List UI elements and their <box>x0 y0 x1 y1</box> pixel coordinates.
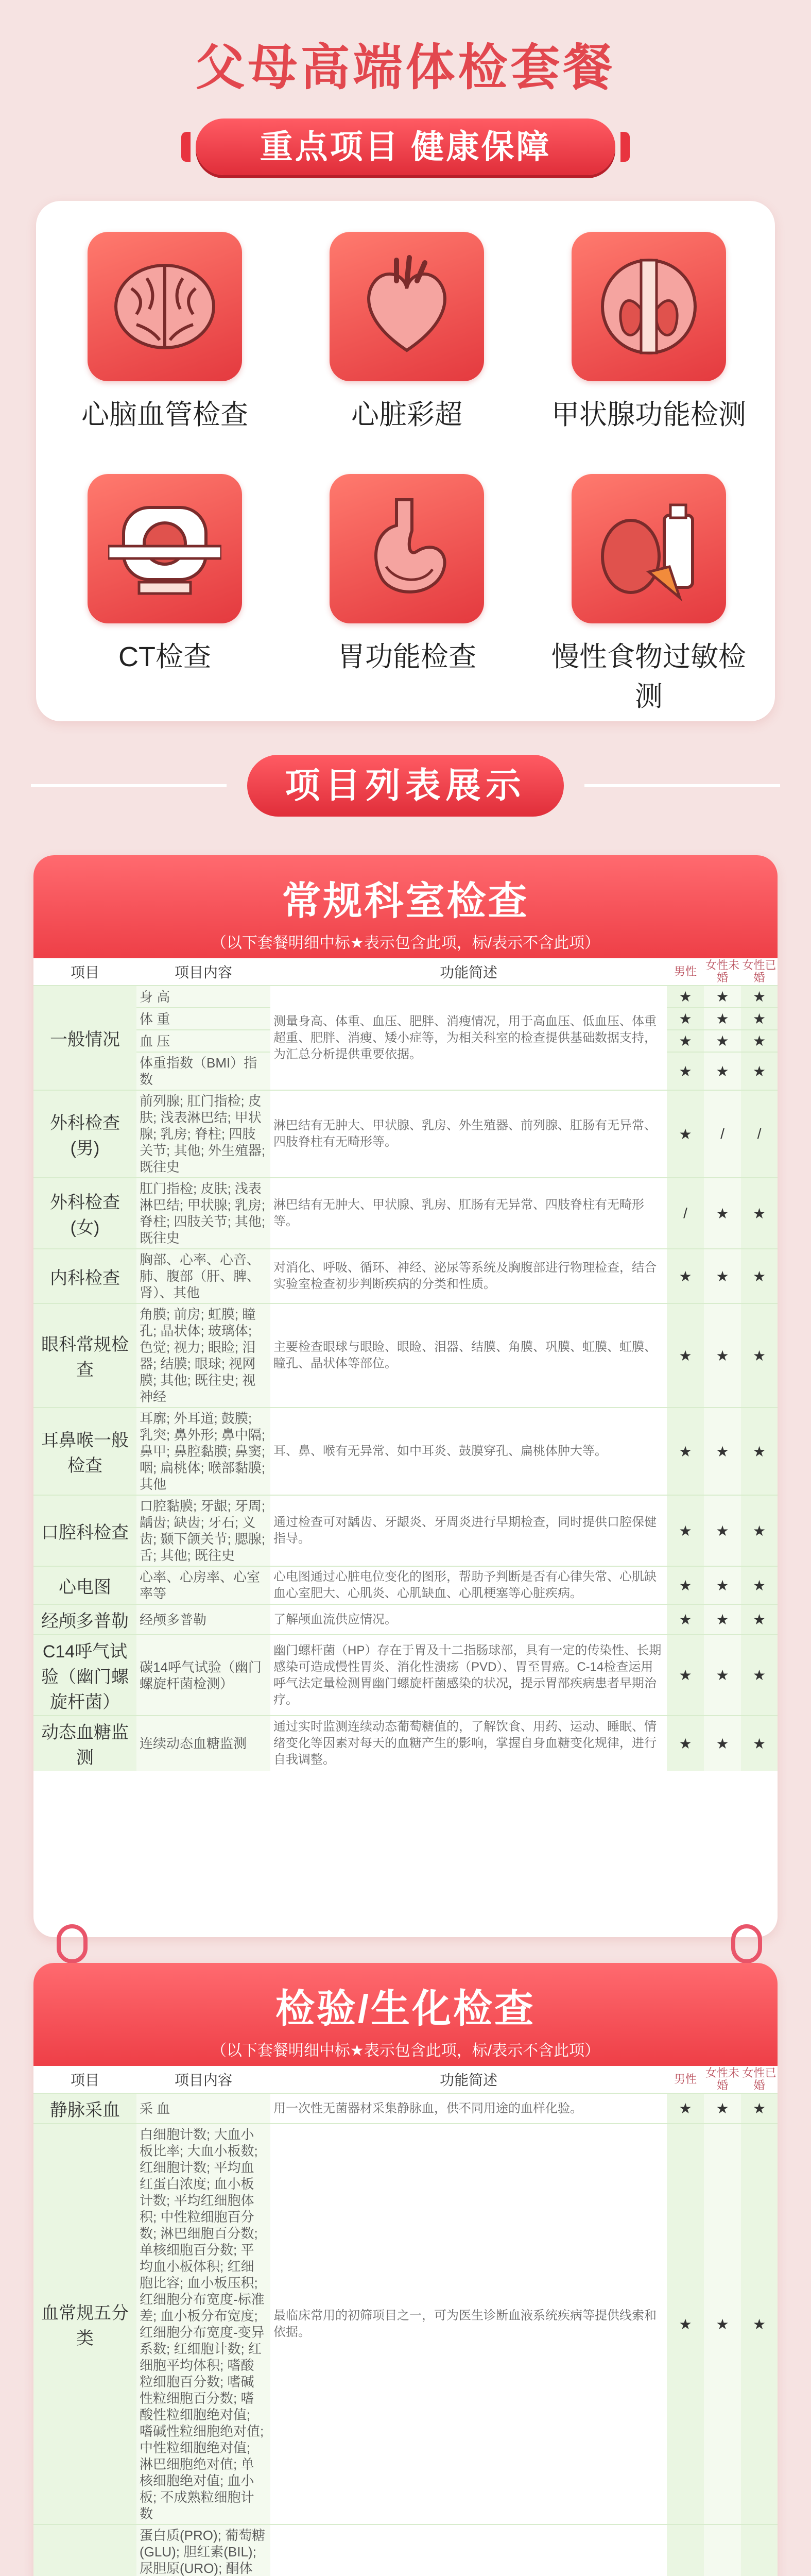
row-mark-female-married: ★ <box>741 1408 778 1495</box>
row-mark-female-married: ★ <box>741 2124 778 2524</box>
row-content: 蛋白质(PRO); 葡萄糖(GLU); 胆红素(BIL); 尿胆原(URO); 酮体 <box>136 2524 270 2576</box>
thyroid-icon <box>572 232 726 381</box>
key-item-label: CT检查 <box>118 641 211 672</box>
section-subtitle: （以下套餐明细中标★表示包含此项，标/表示不含此项） <box>211 935 600 952</box>
row-desc: 测量身高、体重、血压、肥胖、消瘦情况，用于高血压、低血压、体重超重、肥胖、消瘦、矮小症等，为相关科室的检查提供基础数据支持，为汇总分析提供重要依据。 <box>270 986 667 1090</box>
row-mark-female-married: ★ <box>741 1495 778 1566</box>
key-items-card <box>36 201 775 721</box>
table-row <box>33 1716 778 1771</box>
row-content: 角膜; 前房; 虹膜; 瞳孔; 晶状体; 玻璃体; 色觉; 视力; 眼睑; 泪器; 结膜; 眼球; 视网膜; 其他; 既往史; 视神经 <box>136 1303 270 1408</box>
row-item: 动态血糖监测 <box>33 1716 136 1771</box>
row-content: 白细胞计数; 大血小板比率; 大血小板数; 红细胞计数; 平均血红蛋白浓度; 血小板计数; 平均红细胞体积; 中性粒细胞百分数; 淋巴细胞百分数; 单核细胞百分数; 平均血小板体积; 红细胞比容; 血小板压积; 红细胞分布宽度-标准差; 血小板分布宽度; 红细胞分布宽度-变异系数; 红细胞计数; 红细胞平均体积; 嗜酸粒细胞百分数; 嗜碱性粒细胞百分数; 嗜酸性粒细胞绝对值; 嗜碱性粒细胞绝对值; 中性粒细胞绝对值; 淋巴细胞绝对值; 单核细胞绝对值; 血小板; 不成熟粒细胞计数 <box>136 2124 270 2524</box>
table-row <box>33 1090 778 1178</box>
table-row <box>33 1303 778 1408</box>
row-desc: 通过实时监测连续动态葡萄糖值的，了解饮食、用药、运动、睡眠、情绪变化等因素对每天的血糖产生的影响，掌握自身血糖变化规律，进行自我调整。 <box>270 1716 667 1771</box>
lab-table <box>33 2066 778 2576</box>
row-mark-male: ★ <box>667 1249 704 1303</box>
row-desc: 最临床常用的初筛项目之一，可为医生诊断血液系统疾病等提供线索和依据。 <box>270 2124 667 2524</box>
row-item <box>33 2524 136 2576</box>
row-item: 心电图 <box>33 1566 136 1604</box>
row-mark-female-married: ★ <box>741 1030 778 1052</box>
section-title: 常规科室检查 <box>282 879 529 923</box>
header-desc: 功能简述 <box>270 958 667 986</box>
row-mark-male: ★ <box>667 2124 704 2524</box>
row-mark-male: ★ <box>667 1052 704 1090</box>
row-mark-female-unmarried: ★ <box>704 2124 741 2524</box>
header-content: 项目内容 <box>136 958 270 986</box>
row-desc: 耳、鼻、喉有无异常、如中耳炎、鼓膜穿孔、扁桃体肿大等。 <box>270 1408 667 1495</box>
row-mark-male: ★ <box>667 986 704 1008</box>
list-ribbon: 项目列表展示 <box>247 755 564 817</box>
row-item: 一般情况 <box>33 986 136 1090</box>
row-mark-female-unmarried: ★ <box>704 1030 741 1052</box>
row-content: 前列腺; 肛门指检; 皮肤; 浅表淋巴结; 甲状腺; 乳房; 脊柱; 四肢关节; 其他; 外生殖器; 既往史 <box>136 1090 270 1178</box>
row-mark-female-unmarried: ★ <box>704 1303 741 1408</box>
row-item: 经颅多普勒 <box>33 1604 136 1635</box>
stomach-icon <box>330 474 484 623</box>
table-row <box>33 2524 778 2576</box>
row-mark-female-unmarried: ★ <box>704 986 741 1008</box>
row-mark-male: ★ <box>667 1495 704 1566</box>
row-mark-female-married <box>741 2524 778 2576</box>
row-desc: 幽门螺杆菌（HP）存在于胃及十二指肠球部，具有一定的传染性、长期感染可造成慢性胃炎、消化性溃疡（PVD）、胃至胃癌。C-14检查运用呼气法定量检测胃幽门螺旋杆菌感染的状况，提示胃部疾病患者早期治疗。 <box>270 1635 667 1716</box>
row-item: 外科检查(女) <box>33 1178 136 1249</box>
row-mark-female-married: ★ <box>741 1303 778 1408</box>
row-item: 内科检查 <box>33 1249 136 1303</box>
table-row <box>33 1604 778 1635</box>
row-desc: 用一次性无菌器材采集静脉血，供不同用途的血样化验。 <box>270 2093 667 2124</box>
row-mark-male: ★ <box>667 1408 704 1495</box>
row-item: 口腔科检查 <box>33 1495 136 1566</box>
row-mark-female-unmarried: / <box>704 1090 741 1178</box>
key-item[interactable] <box>541 474 757 714</box>
row-desc: 心电图通过心脏电位变化的图形，帮助予判断是否有心律失常、心肌缺血心室肥大、心肌炎、心肌缺血、心肌梗塞等心脏疾病。 <box>270 1566 667 1604</box>
row-mark-male: ★ <box>667 1566 704 1604</box>
row-mark-male: / <box>667 1178 704 1249</box>
table-row <box>33 986 778 1008</box>
binder-ring <box>731 1924 762 1963</box>
row-content: 口腔黏膜; 牙龈; 牙周; 龋齿; 缺齿; 牙石; 义齿; 颞下颌关节; 腮腺; 舌; 其他; 既往史 <box>136 1495 270 1566</box>
row-mark-male: ★ <box>667 1635 704 1716</box>
table-row <box>33 1635 778 1716</box>
page-title: 父母高端体检套餐 <box>195 40 616 95</box>
row-mark-female-married: / <box>741 1090 778 1178</box>
row-mark-female-married: ★ <box>741 2093 778 2124</box>
table-row <box>33 1249 778 1303</box>
key-item[interactable] <box>541 232 757 432</box>
row-content: 经颅多普勒 <box>136 1604 270 1635</box>
header-male: 男性 <box>667 958 704 986</box>
row-mark-female-married: ★ <box>741 1008 778 1030</box>
row-content: 碳14呼气试验（幽门螺旋杆菌检测） <box>136 1635 270 1716</box>
row-mark-female-unmarried: ★ <box>704 1604 741 1635</box>
row-mark-female-unmarried: ★ <box>704 1408 741 1495</box>
key-ribbon: 重点项目 健康保障 <box>196 118 615 175</box>
row-item: 血常规五分类 <box>33 2124 136 2524</box>
row-item: C14呼气试验（幽门螺旋杆菌） <box>33 1635 136 1716</box>
row-content: 连续动态血糖监测 <box>136 1716 270 1771</box>
row-mark-female-unmarried: ★ <box>704 1178 741 1249</box>
row-mark-female-married: ★ <box>741 1249 778 1303</box>
row-desc: 淋巴结有无肿大、甲状腺、乳房、外生殖器、前列腺、肛肠有无异常、四肢脊柱有无畸形等。 <box>270 1090 667 1178</box>
section-title: 检验/生化检查 <box>275 1987 536 2031</box>
header-male: 男性 <box>667 2066 704 2093</box>
row-mark-female-married: ★ <box>741 1052 778 1090</box>
row-mark-female-married: ★ <box>741 1178 778 1249</box>
key-item[interactable] <box>299 474 515 674</box>
key-item-label: 慢性食物过敏检测 <box>551 641 746 712</box>
heart-icon <box>330 232 484 381</box>
key-item[interactable] <box>299 232 515 432</box>
row-mark-female-unmarried: ★ <box>704 1716 741 1771</box>
row-mark-female-unmarried: ★ <box>704 1249 741 1303</box>
section-header <box>33 1963 778 2066</box>
row-mark-female-married: ★ <box>741 986 778 1008</box>
row-mark-female-married: ★ <box>741 1716 778 1771</box>
header-female-married: 女性已婚 <box>741 2066 778 2093</box>
row-mark-male: ★ <box>667 1090 704 1178</box>
row-desc: 通过检查可对龋齿、牙龈炎、牙周炎进行早期检查，同时提供口腔保健指导。 <box>270 1495 667 1566</box>
table-row <box>33 2124 778 2524</box>
binder-ring <box>57 1924 88 1963</box>
row-desc: 主要检查眼球与眼睑、眼睑、泪器、结膜、角膜、巩膜、虹膜、虹膜、瞳孔、晶状体等部位。 <box>270 1303 667 1408</box>
header-female-unmarried: 女性未婚 <box>704 2066 741 2093</box>
row-item: 静脉采血 <box>33 2093 136 2124</box>
row-content: 采 血 <box>136 2093 270 2124</box>
row-mark-male <box>667 2524 704 2576</box>
table-row <box>33 2093 778 2124</box>
header-project: 项目 <box>33 2066 136 2093</box>
table-row <box>33 1566 778 1604</box>
key-item[interactable] <box>57 474 273 674</box>
key-item-label: 心脏彩超 <box>351 399 462 430</box>
row-mark-female-unmarried <box>704 2524 741 2576</box>
row-mark-female-married: ★ <box>741 1604 778 1635</box>
key-item-label: 胃功能检查 <box>337 641 476 672</box>
table-row <box>33 1408 778 1495</box>
header-desc: 功能简述 <box>270 2066 667 2093</box>
header-female-married: 女性已婚 <box>741 958 778 986</box>
row-mark-female-unmarried: ★ <box>704 1566 741 1604</box>
row-content: 血 压 <box>136 1030 270 1052</box>
row-desc <box>270 2524 667 2576</box>
table-row <box>33 1178 778 1249</box>
row-content: 体重指数（BMI）指数 <box>136 1052 270 1090</box>
key-item[interactable] <box>57 232 273 432</box>
row-mark-female-unmarried: ★ <box>704 2093 741 2124</box>
row-mark-female-married: ★ <box>741 1635 778 1716</box>
row-item: 耳鼻喉一般检查 <box>33 1408 136 1495</box>
header-project: 项目 <box>33 958 136 986</box>
section-subtitle: （以下套餐明细中标★表示包含此项，标/表示不含此项） <box>211 2042 600 2059</box>
brain-icon <box>88 232 242 381</box>
row-mark-male: ★ <box>667 1604 704 1635</box>
section-lab <box>33 1963 778 2576</box>
row-mark-female-unmarried: ★ <box>704 1008 741 1030</box>
key-item-label: 甲状腺功能检测 <box>551 399 746 430</box>
section-header <box>33 855 778 958</box>
row-mark-male: ★ <box>667 2093 704 2124</box>
section-routine <box>33 855 778 1937</box>
row-desc: 对消化、呼吸、循环、神经、泌尿等系统及胸腹部进行物理检查，结合实验室检查初步判断疾病的分类和性质。 <box>270 1249 667 1303</box>
row-mark-female-unmarried: ★ <box>704 1495 741 1566</box>
row-item: 外科检查(男) <box>33 1090 136 1178</box>
table-row <box>33 1495 778 1566</box>
row-content: 体 重 <box>136 1008 270 1030</box>
row-mark-female-unmarried: ★ <box>704 1052 741 1090</box>
row-desc: 淋巴结有无肿大、甲状腺、乳房、肛肠有无异常、四肢脊柱有无畸形等。 <box>270 1178 667 1249</box>
row-item: 眼科常规检查 <box>33 1303 136 1408</box>
key-item-label: 心脑血管检查 <box>81 399 248 430</box>
row-mark-male: ★ <box>667 1030 704 1052</box>
row-content: 耳廓; 外耳道; 鼓膜; 乳突; 鼻外形; 鼻中隔; 鼻甲; 鼻腔黏膜; 鼻窦; 咽; 扁桃体; 喉部黏膜; 其他 <box>136 1408 270 1495</box>
row-content: 身 高 <box>136 986 270 1008</box>
header-female-unmarried: 女性未婚 <box>704 958 741 986</box>
food-allergy-icon <box>572 474 726 623</box>
row-content: 胸部、心率、心音、肺、腹部（肝、脾、肾）、其他 <box>136 1249 270 1303</box>
row-content: 肛门指检; 皮肤; 浅表淋巴结; 甲状腺; 乳房; 脊柱; 四肢关节; 其他; 既往史 <box>136 1178 270 1249</box>
row-mark-male: ★ <box>667 1716 704 1771</box>
header-content: 项目内容 <box>136 2066 270 2093</box>
row-mark-female-married: ★ <box>741 1566 778 1604</box>
row-mark-male: ★ <box>667 1303 704 1408</box>
routine-table <box>33 958 778 1771</box>
row-mark-female-unmarried: ★ <box>704 1635 741 1716</box>
row-mark-male: ★ <box>667 1008 704 1030</box>
row-content: 心率、心房率、心室率等 <box>136 1566 270 1604</box>
ct-scanner-icon <box>88 474 242 623</box>
row-desc: 了解颅血流供应情况。 <box>270 1604 667 1635</box>
